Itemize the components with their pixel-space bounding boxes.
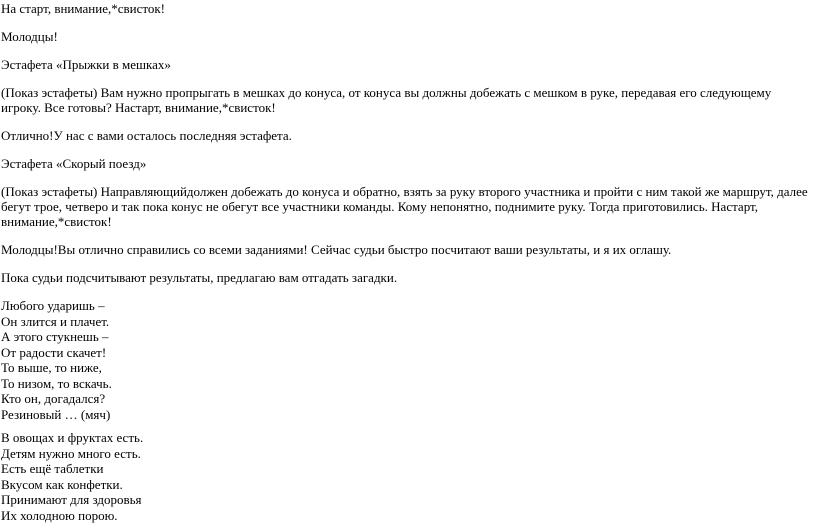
- riddle-vitamins: [1, 430, 813, 523]
- riddle-line: Кто он, догадался?: [1, 391, 106, 406]
- paragraph-results: Молодцы!Вы отлично справились со всеми заданиями! Сейчас судьи быстро посчитают ваши результаты, и я их оглашу.: [1, 242, 672, 257]
- heading-fast-train: Эстафета «Скорый поезд»: [1, 156, 147, 171]
- riddle-line: От радости скачет!: [1, 344, 107, 360]
- riddle-line: А этого стукнешь –: [1, 329, 109, 344]
- heading-sack-race: Эстафета «Прыжки в мешках»: [1, 57, 171, 72]
- riddle-line: Есть ещё таблетки: [1, 461, 104, 476]
- riddle-line: То низом, то вскачь.: [1, 375, 112, 391]
- riddle-line: В овощах и фруктах есть.: [1, 430, 144, 445]
- paragraph-riddles-intro: Пока судьи подсчитывают результаты, предлагаю вам отгадать загадки.: [1, 270, 398, 285]
- riddle-line: Принимают для здоровья: [1, 492, 142, 507]
- riddle-line: Любого ударишь –: [1, 298, 105, 313]
- paragraph-last-relay: Отлично!У нас с вами осталось последняя эстафета.: [1, 128, 292, 143]
- riddle-line: Он злится и плачет.: [1, 313, 110, 329]
- riddle-line: То выше, то ниже,: [1, 360, 102, 375]
- document-page: [0, 1, 813, 531]
- riddle-line: Их холодною порою.: [1, 507, 118, 523]
- riddle-line: Резиновый … (мяч): [1, 406, 111, 422]
- riddle-line: Вкусом как конфетки.: [1, 476, 123, 492]
- riddle-ball: [1, 298, 813, 422]
- paragraph-fast-train-instructions: (Показ эстафеты) Направляющийдолжен добежать до конуса и обратно, взять за руку второго участника и пройти с ним такой же маршрут, далее бегут трое, четверо и так пока конус не обегут все участники команды. Кому непонятно, поднимите руку. Тогда приготовились. Настарт, внимание,*свисток!: [1, 184, 808, 229]
- paragraph-start-whistle: На старт, внимание,*свисток!: [1, 1, 166, 16]
- paragraph-well-done: Молодцы!: [1, 29, 58, 44]
- paragraph-sack-race-instructions: (Показ эстафеты) Вам нужно пропрыгать в мешках до конуса, от конуса вы должны добежать с мешком в руке, передавая его следующему игроку. Все готовы? Настарт, внимание,*свисток!: [1, 85, 772, 115]
- riddle-line: Детям нужно много есть.: [1, 445, 141, 461]
